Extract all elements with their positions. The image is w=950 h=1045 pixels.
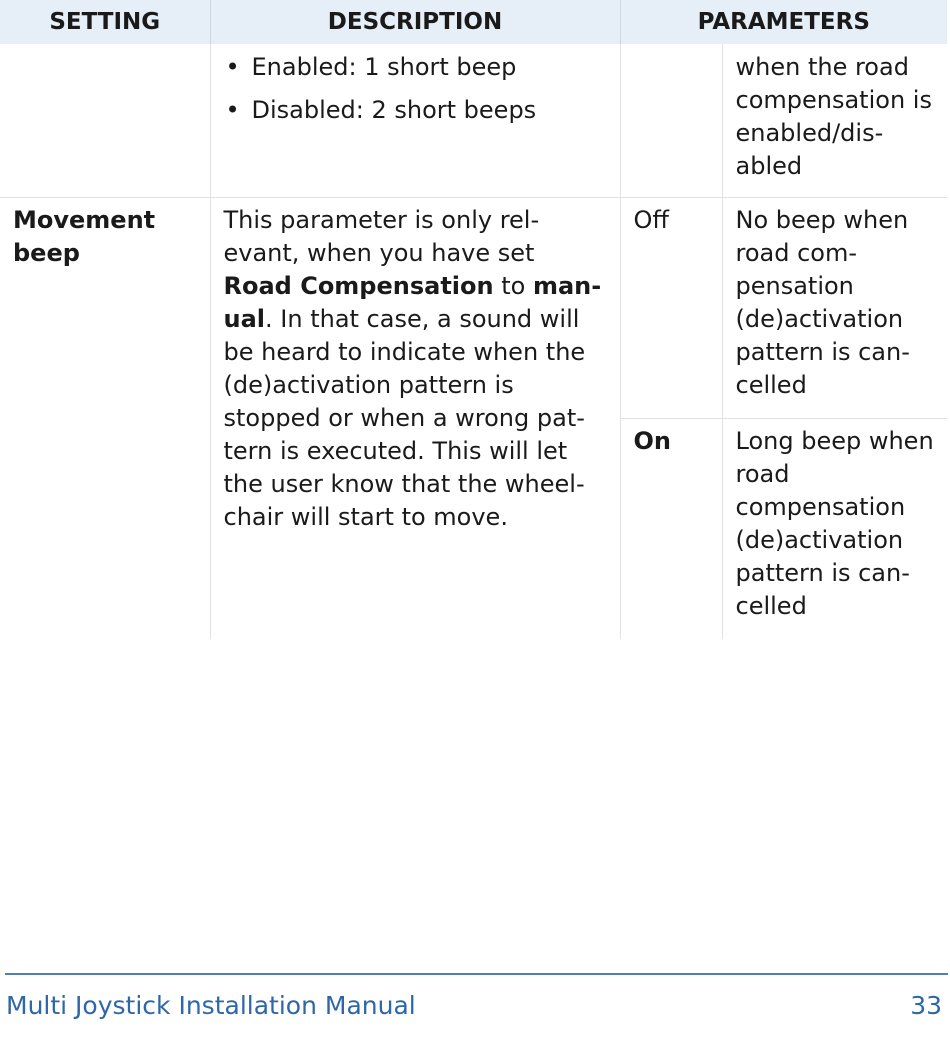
table-row-continuation — [0, 44, 947, 198]
header-setting: SETTING — [0, 0, 210, 44]
param-description-off: No beep when road com-pensation (de)activation pattern is can-celled — [722, 198, 947, 419]
description-text: to — [493, 272, 533, 300]
description-cell — [210, 44, 620, 198]
param-value-on: On — [620, 419, 722, 640]
param-description-cell: when the road compensation is enabled/dis-abled — [735, 53, 932, 180]
beep-list — [224, 51, 608, 127]
header-parameters: PARAMETERS — [620, 0, 947, 44]
page-number: 33 — [910, 991, 942, 1020]
description-bold-manual: man-ual — [223, 272, 602, 333]
param-value-off: Off — [620, 198, 722, 419]
description-bold-road-compensation: Road Compensation — [223, 272, 494, 300]
footer-title: Multi Joystick Installation Manual — [6, 991, 416, 1020]
description-cell — [210, 198, 620, 640]
setting-cell-empty — [0, 44, 210, 198]
setting-name: Movement beep — [0, 198, 210, 640]
description-text: This parameter is only rel-evant, when you have set — [223, 206, 540, 267]
list-item-enabled: • Enabled: 1 short beep — [224, 51, 608, 84]
table-header-row — [0, 0, 947, 44]
table-row-movement-beep — [0, 198, 947, 419]
footer-divider — [5, 973, 948, 975]
param-description-on: Long beep when road compensation (de)activation pattern is can-celled — [722, 419, 947, 640]
param-value-cell-empty — [620, 44, 722, 198]
header-description: DESCRIPTION — [210, 0, 620, 44]
list-item-disabled: • Disabled: 2 short beeps — [224, 94, 608, 127]
description-text: . In that case, a sound will be heard to indicate when the (de)activation pattern is stopped or when a wrong pat-tern is executed. This will let the user know that the wheel-chair will start to move. — [223, 305, 586, 531]
